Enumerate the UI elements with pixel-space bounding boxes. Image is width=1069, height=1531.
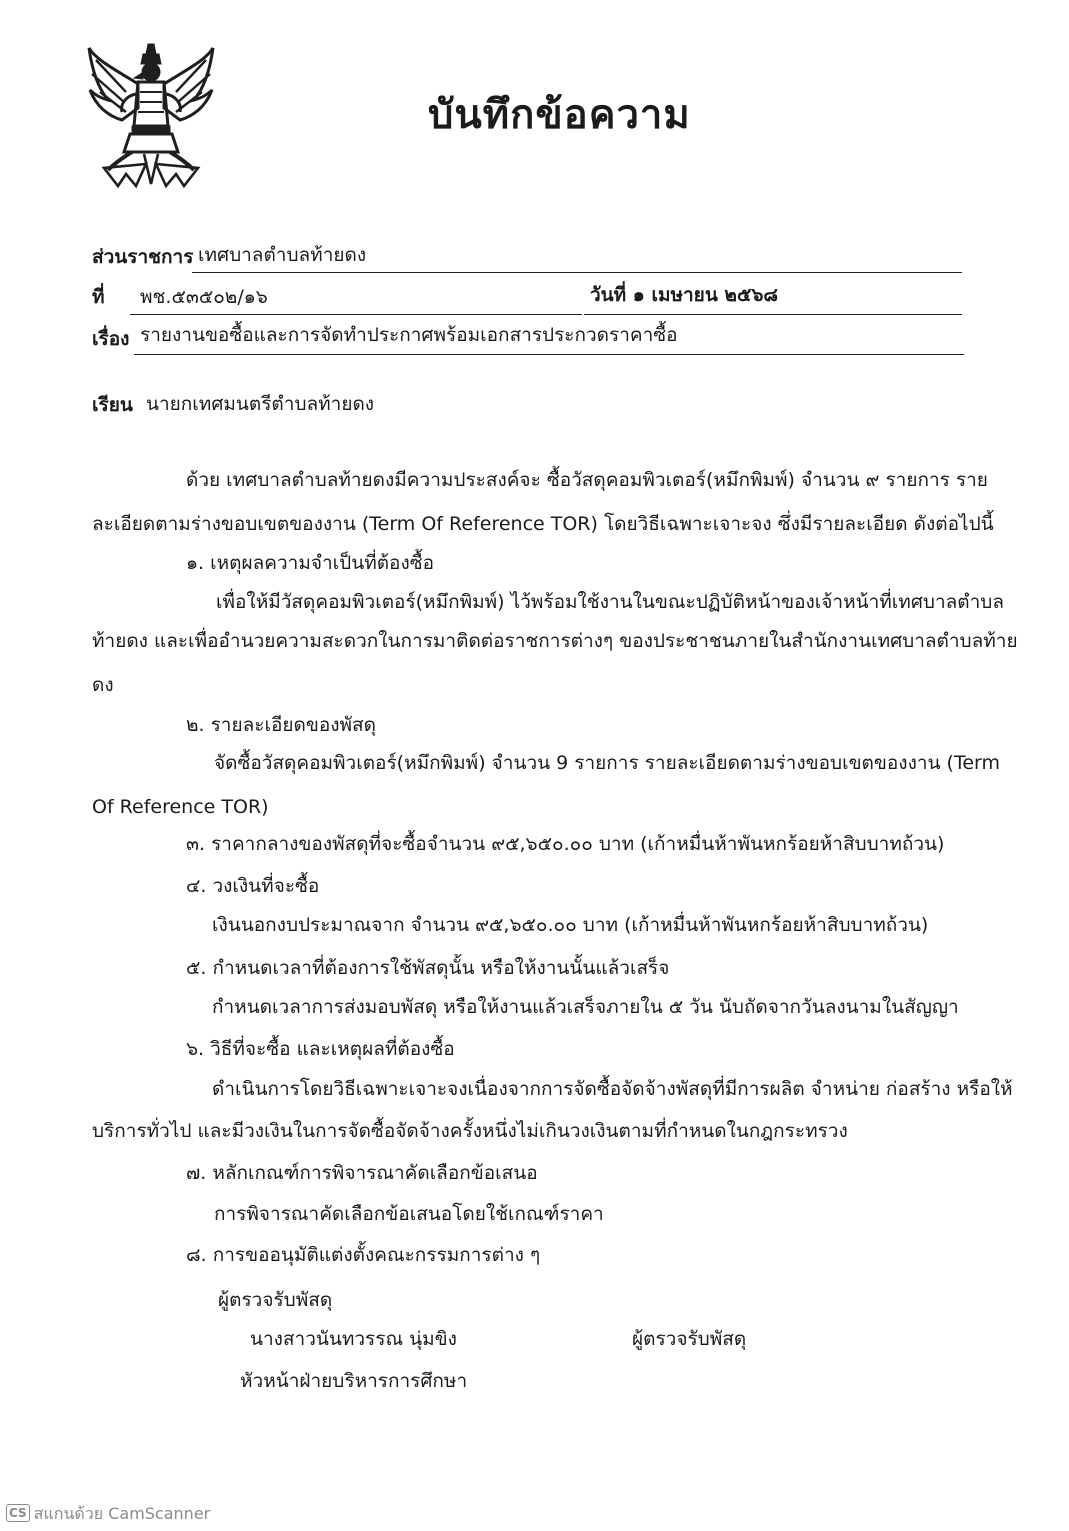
memo-title: บันทึกข้อความ <box>428 92 691 138</box>
section-5-heading: ๕. กำหนดเวลาที่ต้องการใช้พัสดุนั้น หรือให้งานนั้นแล้วเสร็จ <box>186 957 670 979</box>
section-4-line-1: เงินนอกงบประมาณจาก จำนวน ๙๕,๖๕๐.๐๐ บาท (เก้าหมื่นห้าพันหกร้อยห้าสิบบาทถ้วน) <box>212 914 929 936</box>
garuda-emblem-icon <box>86 40 216 190</box>
section-8-heading: ๘. การขออนุมัติแต่งตั้งคณะกรรมการต่าง ๆ <box>186 1244 541 1266</box>
agency-label: ส่วนราชการ <box>92 246 194 268</box>
intro-line-1: ด้วย เทศบาลตำบลท้ายดงมีความประสงค์จะ ซื้อวัสดุคอมพิวเตอร์(หมึกพิมพ์) จำนวน ๙ รายการ ราย <box>186 469 988 491</box>
section-1-line-1: เพื่อให้มีวัสดุคอมพิวเตอร์(หมึกพิมพ์) ไว้พร้อมใช้งานในขณะปฏิบัติหน้าของเจ้าหน้าที่เทศบาลตำบล <box>216 591 1004 613</box>
section-4-heading: ๔. วงเงินที่จะซื้อ <box>186 875 320 897</box>
agency-underline <box>192 272 962 273</box>
agency-value: เทศบาลตำบลท้ายดง <box>198 244 367 266</box>
section-3-heading: ๓. ราคากลางของพัสดุที่จะซื้อจำนวน ๙๕,๖๕๐.๐๐ บาท (เก้าหมื่นห้าพันหกร้อยห้าสิบบาทถ้วน) <box>186 833 945 855</box>
ref-label: ที่ <box>92 286 105 308</box>
section-2-line-1: จัดซื้อวัสดุคอมพิวเตอร์(หมึกพิมพ์) จำนวน 9 รายการ รายละเอียดตามร่างขอบเขตของงาน (Term <box>214 752 1001 774</box>
committee-member-role: ผู้ตรวจรับพัสดุ <box>632 1328 747 1350</box>
section-7-heading: ๗. หลักเกณฑ์การพิจารณาคัดเลือกข้อเสนอ <box>186 1162 538 1184</box>
section-8-subheading: ผู้ตรวจรับพัสดุ <box>218 1289 333 1311</box>
salutation-label: เรียน <box>92 394 133 416</box>
committee-member-name: นางสาวนันทวรรณ นุ่มขิง <box>250 1328 457 1350</box>
date-underline <box>584 314 962 315</box>
section-1-heading: ๑. เหตุผลความจำเป็นที่ต้องซื้อ <box>186 552 435 574</box>
intro-line-2: ละเอียดตามร่างขอบเขตของงาน (Term Of Reference TOR) โดยวิธีเฉพาะเจาะจง ซึ่งมีรายละเอียด ดังต่อไปนี้ <box>92 513 994 535</box>
section-1-line-2: ท้ายดง และเพื่ออำนวยความสะดวกในการมาติดต่อราชการต่างๆ ของประชาชนภายในสำนักงานเทศบาลตำบลท้าย <box>92 630 1018 652</box>
ref-value: พช.๕๓๕๐๒/๑๖ <box>140 286 268 308</box>
subject-underline <box>134 354 964 355</box>
camscanner-text: สแกนด้วย CamScanner <box>33 1504 211 1523</box>
camscanner-logo-icon: CS <box>6 1504 30 1522</box>
committee-member-position: หัวหน้าฝ่ายบริหารการศึกษา <box>240 1370 468 1392</box>
salutation-value: นายกเทศมนตรีตำบลท้ายดง <box>146 393 375 415</box>
subject-label: เรื่อง <box>92 328 130 350</box>
camscanner-watermark <box>6 1502 210 1527</box>
section-1-line-3: ดง <box>92 674 114 696</box>
memo-date: วันที่ ๑ เมษายน ๒๕๖๘ <box>590 284 779 306</box>
section-6-heading: ๖. วิธีที่จะซื้อ และเหตุผลที่ต้องซื้อ <box>186 1038 455 1060</box>
section-2-line-2: Of Reference TOR) <box>92 796 269 818</box>
ref-underline <box>130 314 582 315</box>
section-6-line-1: ดำเนินการโดยวิธีเฉพาะเจาะจงเนื่องจากการจัดซื้อจัดจ้างพัสดุที่มีการผลิต จำหน่าย ก่อสร้าง หรือให้ <box>212 1078 1013 1100</box>
subject-value: รายงานขอซื้อและการจัดทำประกาศพร้อมเอกสารประกวดราคาซื้อ <box>140 324 678 346</box>
section-5-line-1: กำหนดเวลาการส่งมอบพัสดุ หรือให้งานแล้วเสร็จภายใน ๕ วัน นับถัดจากวันลงนามในสัญญา <box>212 996 959 1018</box>
section-7-line-1: การพิจารณาคัดเลือกข้อเสนอโดยใช้เกณฑ์ราคา <box>214 1203 604 1225</box>
section-6-line-2: บริการทั่วไป และมีวงเงินในการจัดซื้อจัดจ้างครั้งหนึ่งไม่เกินวงเงินตามที่กำหนดในกฎกระทรวง <box>92 1120 848 1142</box>
section-2-heading: ๒. รายละเอียดของพัสดุ <box>186 714 376 736</box>
